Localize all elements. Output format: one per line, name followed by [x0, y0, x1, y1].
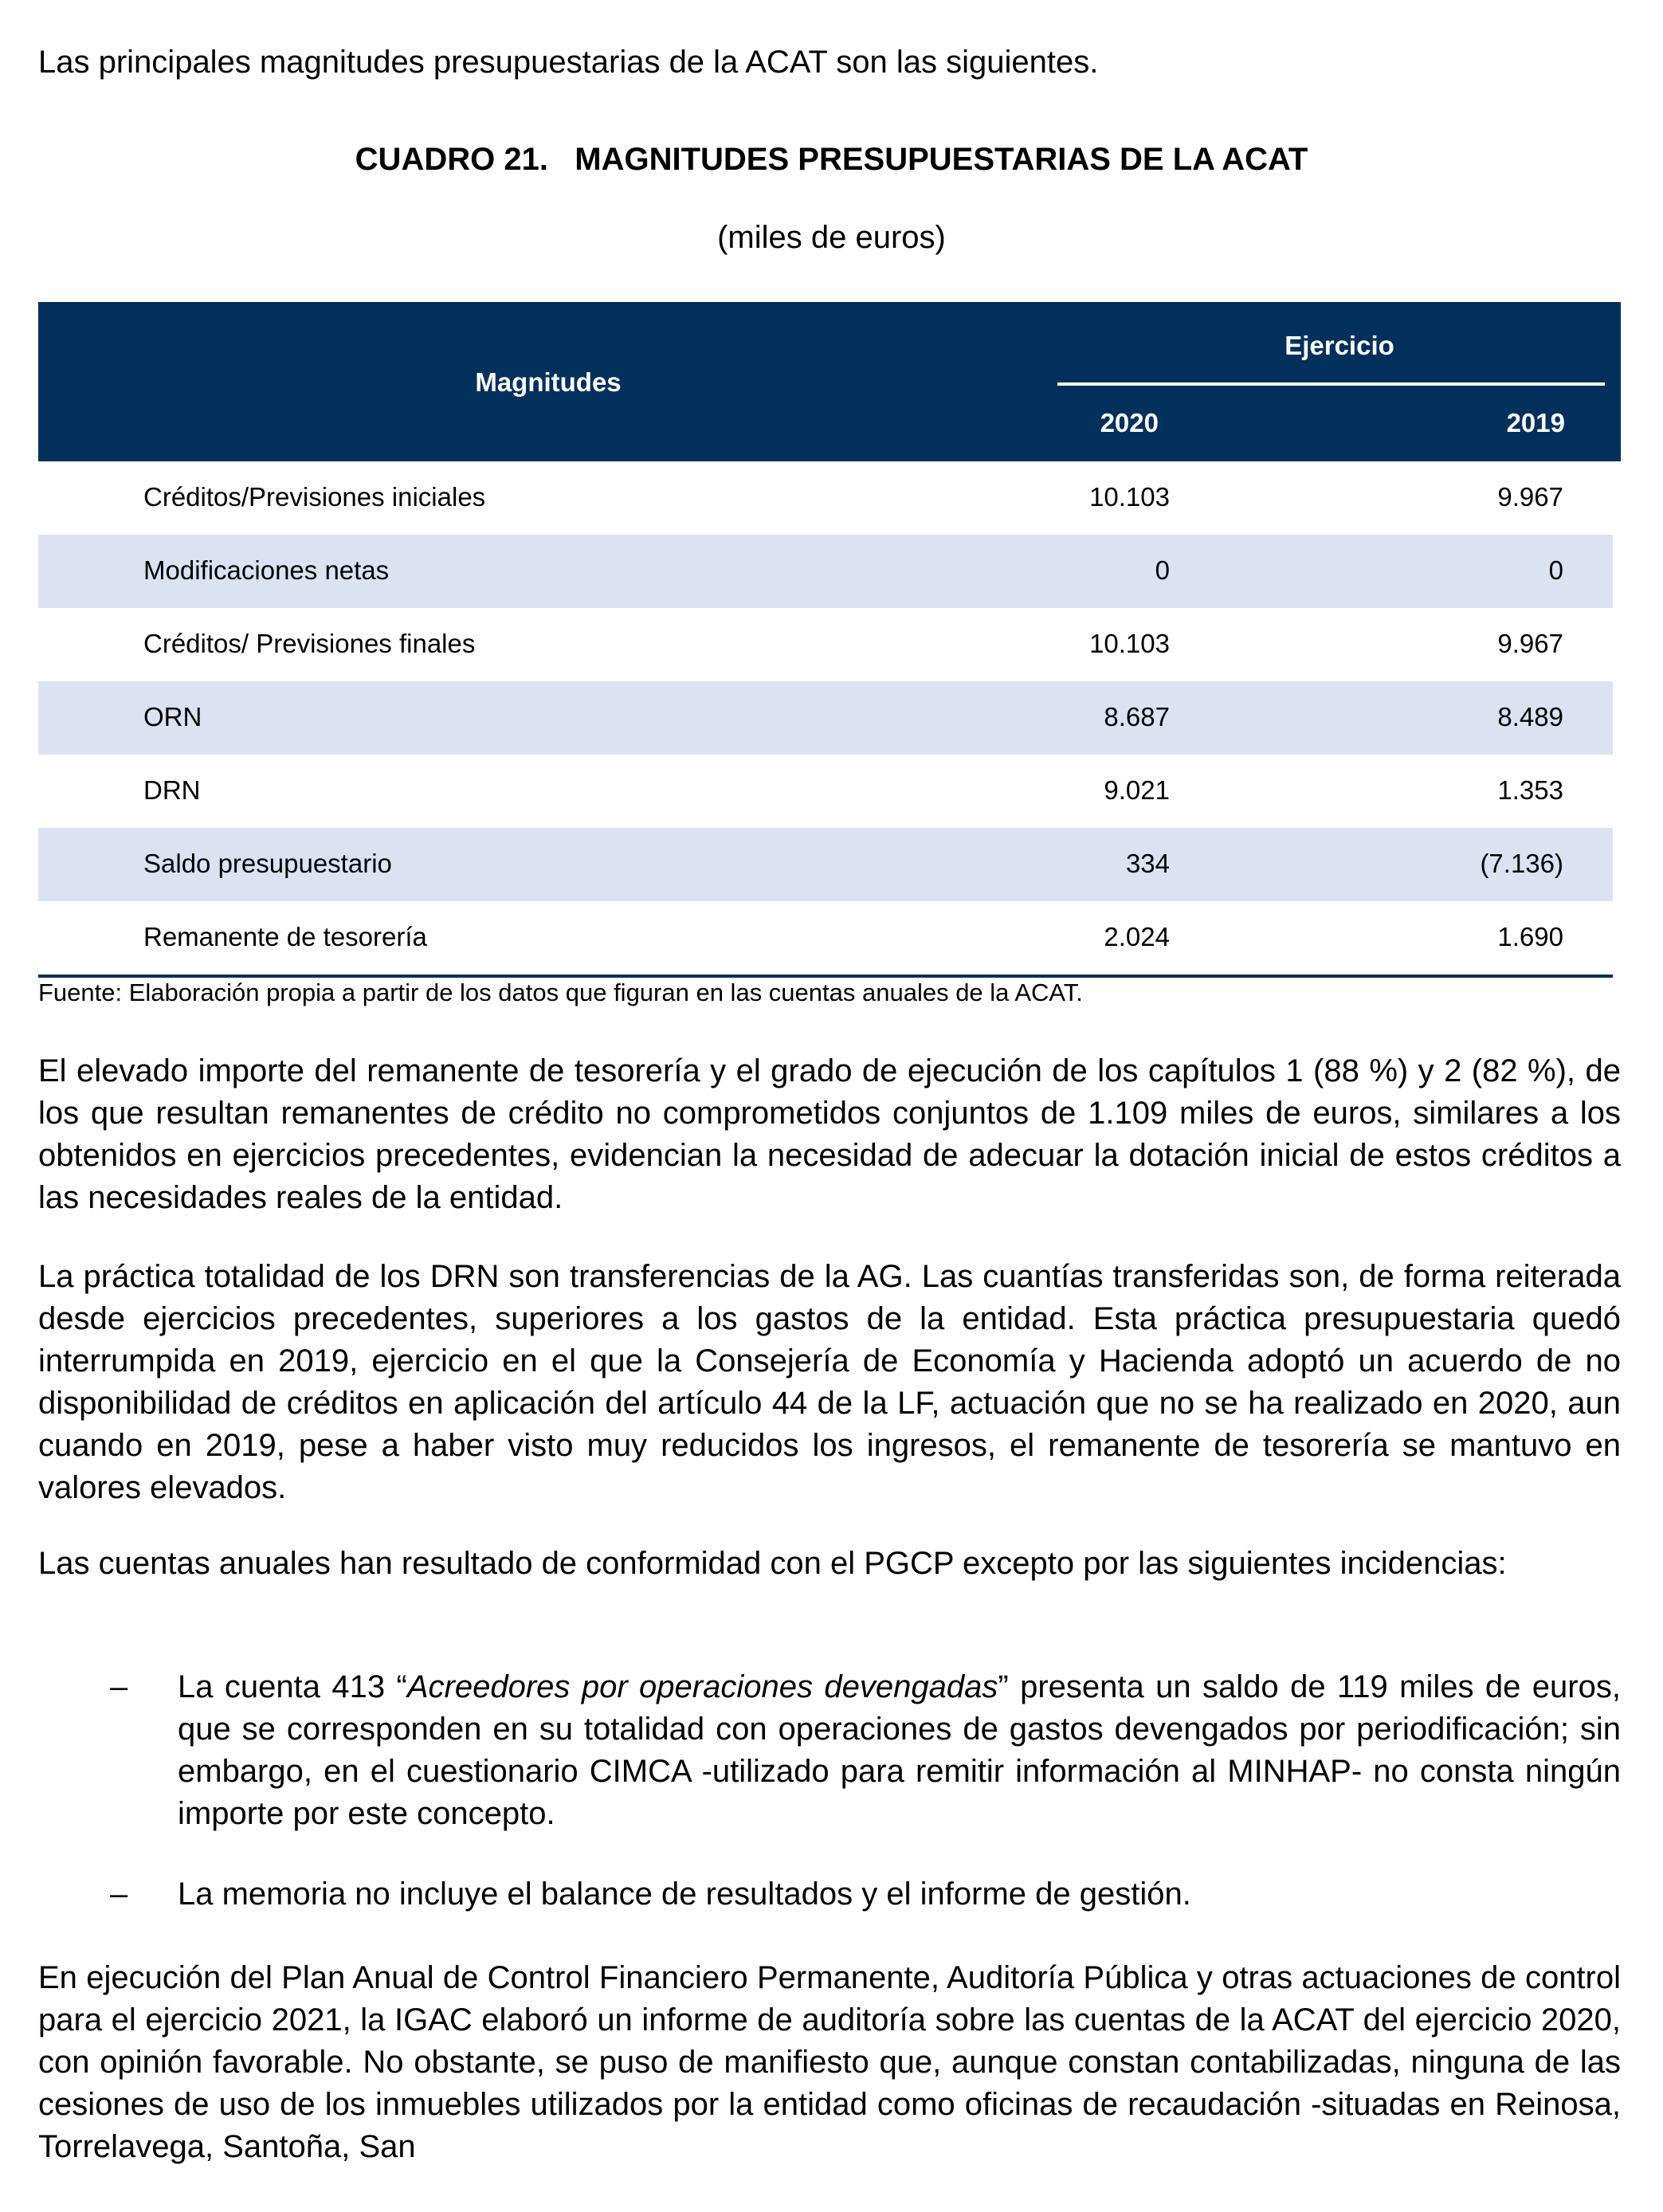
- value-2020: 0: [1155, 555, 1170, 585]
- bullet-italic-text: Acreedores por operaciones devengadas: [406, 1669, 998, 1704]
- table-header: [38, 302, 1621, 461]
- table-row: [38, 681, 1613, 755]
- value-2020: 9.021: [1104, 775, 1170, 805]
- header-year-2019: 2019: [1506, 408, 1565, 437]
- bullet-text: ” presenta un saldo de 119 miles de euros, que se corresponden en su totalidad con operaciones de gastos devengados por periodificación; sin embargo, en el cuestionario CIMCA -utilizado para remitir información al MINHAP- no consta ningún importe por este concepto.: [178, 1669, 1621, 1831]
- bullet-dash: –: [110, 1877, 128, 1912]
- paragraph: La práctica totalidad de los DRN son transferencias de la AG. Las cuantías transferidas son, de forma reiterada desde ejercicios precedentes, superiores a los gastos de la entidad. Esta práctica presupuestaria quedó interrumpida en 2019, ejercicio en el que la Consejería de Economía y Hacienda adoptó un acuerdo de no disponibilidad de créditos en aplicación del artículo 44 de la LF, actuación que no se ha realizado en 2020, aun cuando en 2019, pese a haber visto muy reducidos los ingresos, el remanente de tesorería se mantuvo en valores elevados.: [38, 1259, 1621, 1505]
- row-label: Modificaciones netas: [143, 555, 390, 585]
- table-row: [38, 828, 1613, 901]
- header-divider: [1057, 382, 1605, 386]
- table-source: Fuente: Elaboración propia a partir de los datos que figuran en las cuentas anuales de la ACAT.: [38, 979, 1083, 1006]
- value-2019: 1.353: [1497, 775, 1563, 805]
- table-subtitle: (miles de euros): [717, 220, 946, 255]
- table-row: [38, 901, 1613, 975]
- row-label: Créditos/ Previsiones finales: [143, 629, 476, 658]
- value-2019: 9.967: [1497, 482, 1563, 512]
- paragraph: En ejecución del Plan Anual de Control Financiero Permanente, Auditoría Pública y otras actuaciones de control para el ejercicio 2021, la IGAC elaboró un informe de auditoría sobre las cuentas de la ACAT del ejercicio 2020, con opinión favorable. No obstante, se puso de manifiesto que, aunque constan contabilizadas, ninguna de las cesiones de uso de los inmuebles utilizados por la entidad como oficinas de recaudación -situadas en Reinosa, Torrelavega, Santoña, San: [38, 1960, 1621, 2164]
- row-label: Remanente de tesorería: [143, 922, 427, 951]
- table-bottom-rule: [38, 975, 1613, 978]
- row-label: DRN: [143, 775, 201, 805]
- bullet-dash: –: [110, 1669, 128, 1704]
- table-row: [38, 755, 1613, 828]
- value-2020: 10.103: [1089, 482, 1170, 512]
- value-2020: 8.687: [1104, 702, 1170, 731]
- row-label: Créditos/Previsiones iniciales: [143, 482, 486, 512]
- table-title: CUADRO 21. MAGNITUDES PRESUPUESTARIAS DE LA ACAT: [355, 142, 1308, 177]
- row-label: Saldo presupuestario: [143, 849, 392, 878]
- paragraph: El elevado importe del remanente de tesorería y el grado de ejecución de los capítulos 1 (88 %) y 2 (82 %), de los que resultan remanentes de crédito no comprometidos conjuntos de 1.109 miles de euros, similares a los obtenidos en ejercicios precedentes, evidencian la necesidad de adecuar la dotación inicial de estos créditos a las necesidades reales de la entidad.: [38, 1053, 1621, 1215]
- value-2020: 334: [1125, 849, 1170, 878]
- budget-table: [38, 302, 1621, 978]
- header-magnitudes: Magnitudes: [475, 367, 622, 397]
- bullet-item: [178, 1666, 1621, 1835]
- value-2019: 1.690: [1497, 922, 1563, 951]
- table-row: [38, 535, 1613, 608]
- bullet-text: La cuenta 413 “: [178, 1669, 407, 1704]
- value-2020: 10.103: [1089, 629, 1170, 658]
- row-label: ORN: [143, 702, 202, 731]
- value-2020: 2.024: [1104, 922, 1170, 951]
- value-2019: 0: [1548, 555, 1563, 585]
- intro-text: Las principales magnitudes presupuestarias de la ACAT son las siguientes.: [38, 45, 1099, 80]
- value-2019: 9.967: [1497, 629, 1563, 658]
- value-2019: 8.489: [1497, 702, 1563, 731]
- paragraph: Las cuentas anuales han resultado de conformidad con el PGCP excepto por las siguientes incidencias:: [38, 1546, 1507, 1581]
- table-row: [38, 608, 1613, 681]
- table-row: [38, 461, 1613, 535]
- header-ejercicio: Ejercicio: [1285, 331, 1394, 360]
- header-year-2020: 2020: [1100, 408, 1159, 437]
- value-2019: (7.136): [1480, 849, 1563, 878]
- bullet-item: La memoria no incluye el balance de resultados y el informe de gestión.: [178, 1877, 1191, 1912]
